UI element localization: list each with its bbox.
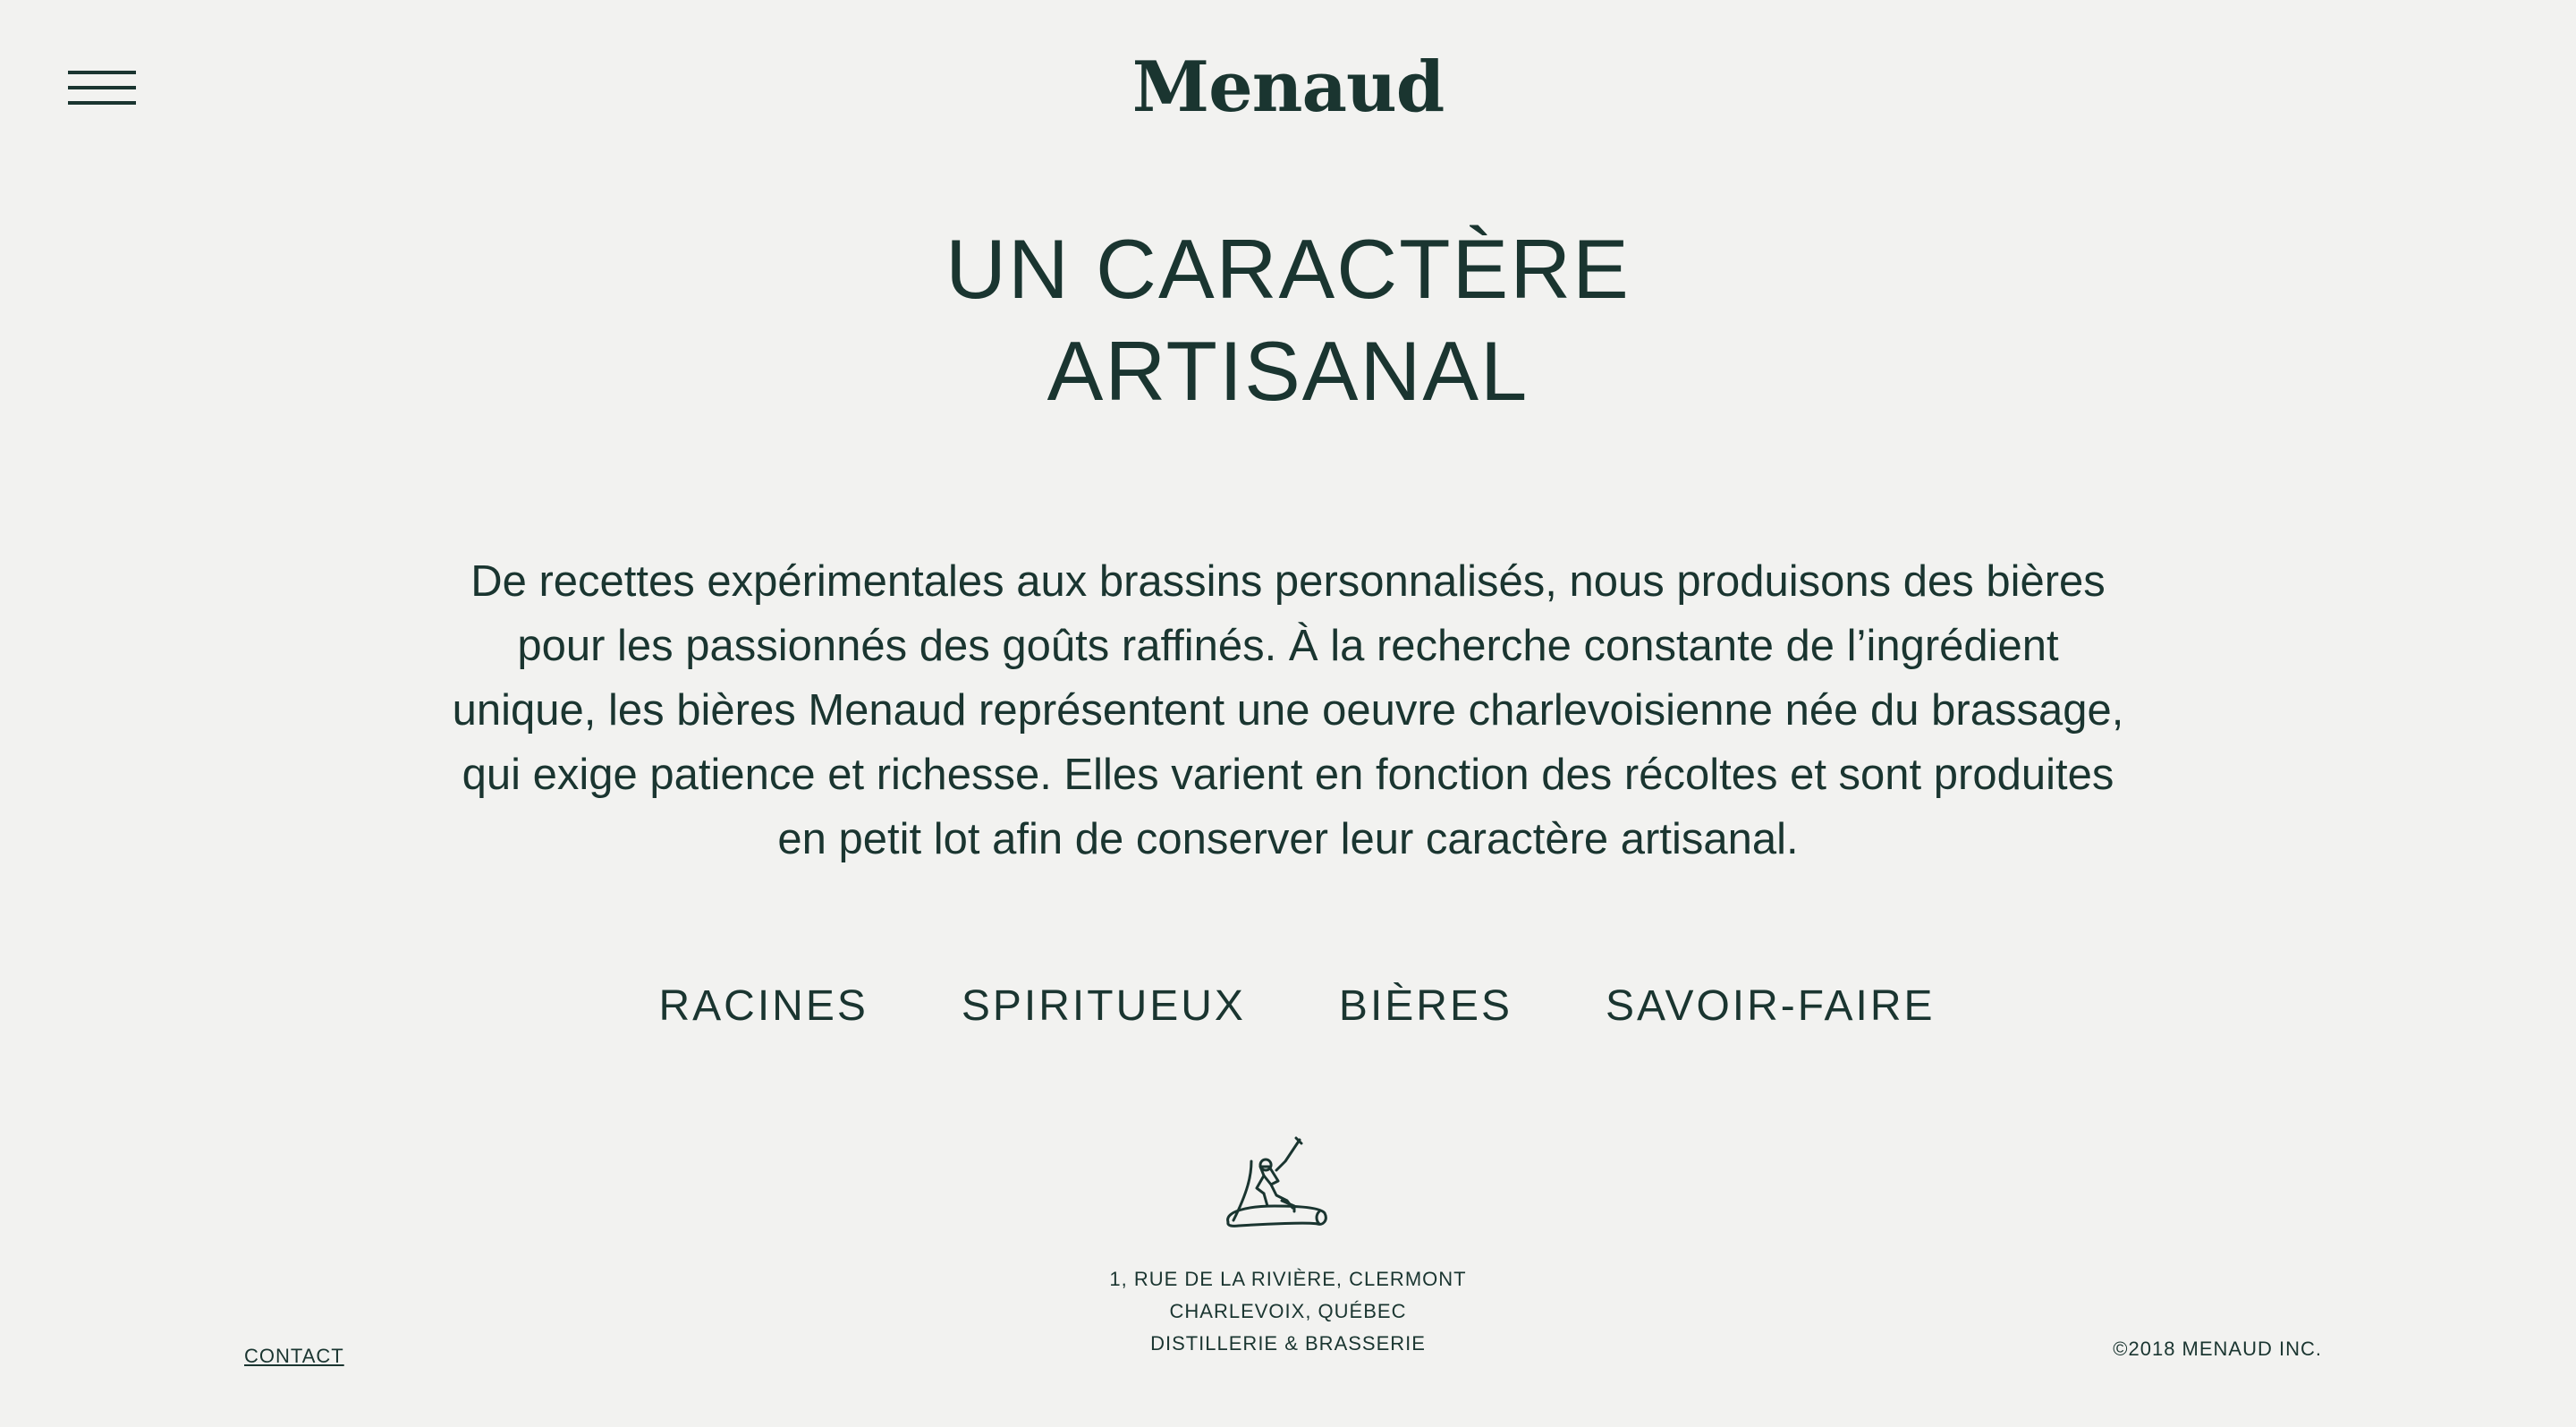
nav-item-savoir-faire[interactable]: SAVOIR-FAIRE: [1605, 982, 1936, 1030]
intro-paragraph: De recettes expérimentales aux brassins personnalisés, nous produisons des bières pour les passionnés des goûts raffinés. À la recherche constante de l’ingrédient unique, les bières Menaud représentent une oeuvre charlevoisienne née du brassage, qui exige patience et richesse. Elles varient en fonction des récoltes et sont produites en petit lot afin de conserver leur caractère artisanal.: [452, 557, 2124, 863]
address-line-3: DISTILLERIE & BRASSERIE: [1150, 1332, 1426, 1355]
page-title-line-2: ARTISANAL: [1046, 324, 1530, 418]
section-nav: [0, 975, 2576, 1038]
contact-link[interactable]: CONTACT: [244, 1345, 344, 1367]
nav-item-racines[interactable]: RACINES: [658, 982, 869, 1030]
page-title: [0, 218, 2576, 422]
nav-item-spiritueux[interactable]: SPIRITUEUX: [961, 982, 1246, 1030]
brand-logo[interactable]: Menaud: [1131, 47, 1445, 128]
address-line-2: CHARLEVOIX, QUÉBEC: [1169, 1300, 1407, 1322]
copyright-text: ©2018 MENAUD INC.: [2113, 1338, 2322, 1360]
log-driver-emblem-icon: [1212, 1134, 1337, 1233]
nav-item-bieres[interactable]: BIÈRES: [1338, 982, 1513, 1030]
page-title-line-1: UN CARACTÈRE: [945, 222, 1631, 316]
address-line-1: 1, RUE DE LA RIVIÈRE, CLERMONT: [1109, 1268, 1467, 1290]
